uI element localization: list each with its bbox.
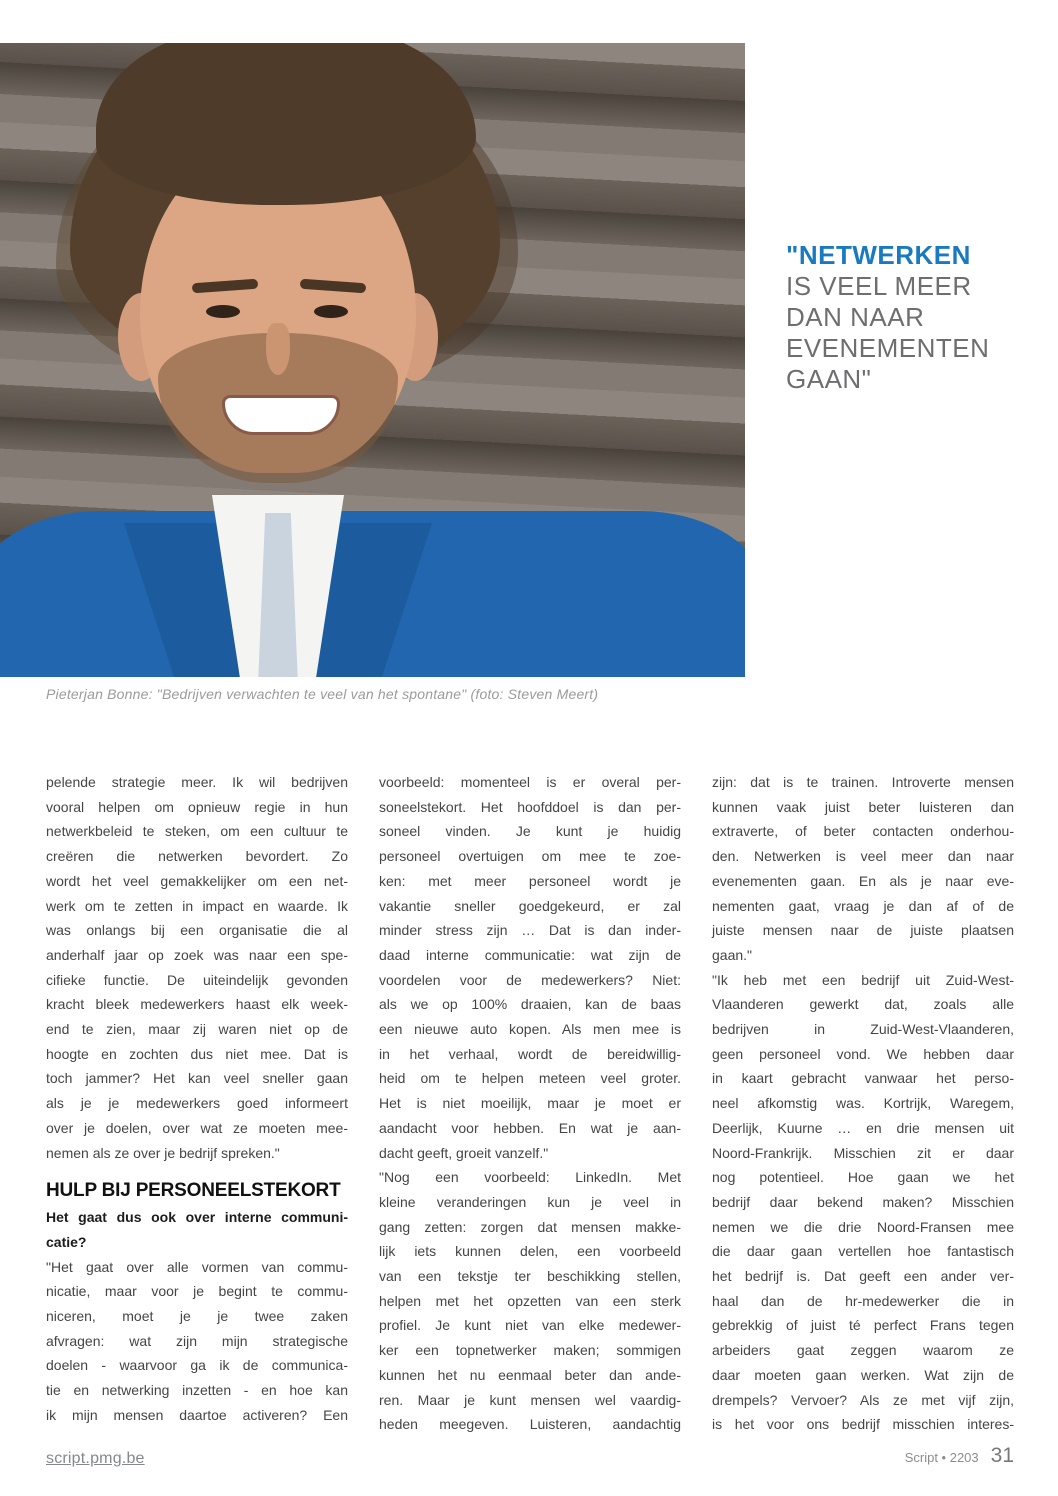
article-column-2 [379,770,681,1460]
issue-label: Script • 2203 [904,1450,979,1465]
pull-quote-highlight: "NETWERKEN [786,240,971,270]
article-columns [46,770,1014,1460]
article-paragraph: pelende strategie meer. Ik wil bedrijven vooral helpen om opnieuw regie in hun netwerkbeleid te steken, om een cultuur te creëren die netwerken bevordert. Zo wordt het veel gemakkelijker om een net- werk om te zetten in impact en waarde. Ik was onlangs bij een organisatie die al anderhalf jaar op zoek was naar een spe- cifieke functie. De uiteindelijk gevonden kracht bleek medewerkers haast elk week- end te zien, maar zij waren niet op de hoogte en zochten dus niet mee. Dat is toch jammer? Het kan veel sneller gaan als je je medewerkers goed informeert over je doelen, over wat ze moeten mee- nemen als ze over je bedrijf spreken." [46,774,348,1161]
article-paragraph: "Nog een voorbeeld: LinkedIn. Met kleine veranderingen kun je veel in gang zetten: zorgen dat mensen makke- lijk iets kunnen delen, een voorbeeld van een tekstje ter beschikking stellen, helpen met het opzetten van een sterk profiel. Je kunt niet van elke medewer- ker een topnetwerker maken; sommigen kunnen het nu eenmaal beter dan ande- ren. Maar je kunt mensen wel vaardig- heden meegeven. Luisteren, aandachtig [379,1169,681,1433]
footer-right [905,1444,1014,1468]
page-number: 31 [990,1444,1014,1467]
photo-caption: Pieterjan Bonne: "Bedrijven verwachten te veel van het spontane" (foto: Steven Meert) [46,686,599,702]
article-paragraph: "Het gaat over alle vormen van commu- nicatie, maar voor je begint te commu- niceren, moet je je twee zaken afvragen: wat zijn mijn strategische doelen - waarvoor ga ik de communica- tie en netwerking inzetten - en hoe kan ik mijn mensen daartoe activeren? Een [46,1258,348,1423]
article-paragraph: "Ik heb met een bedrijf uit Zuid-West- Vlaanderen gewerkt dat, zoals alle bedrijven in Zuid-West-Vlaanderen, geen personeel vond. We hebben daar in kaart gebracht vanwaar het perso- neel afkomstig was. Kortrijk, Waregem, Deerlijk, Kuurne … en drie mensen uit Noord-Frankrijk. Misschien zit er daar nog potentieel. Hoe gaan we het bedrijf daar bekend maken? Misschien nemen we die drie Noord-Fransen mee die daar gaan vertellen hoe fantastisch het bedrijf is. Dat geeft een ander ver- haal dan de hr-medewerker die in gebrekkig of juist té perfect Frans tegen arbeiders gaat zeggen waarom ze daar moeten gaan werken. Wat zijn de drempels? Vervoer? Als ze met vijf zijn, is het voor ons bedrijf misschien interes- [712,971,1014,1433]
article-paragraph: voorbeeld: momenteel is er overal per- soneelstekort. Het hoofddoel is dan per- soneel vinden. Je kunt je huidig personeel overtuigen om mee te zoe- ken: met meer personeel wordt je vakantie sneller goedgekeurd, er zal minder stress zijn … Dat is dan inder- daad interne communicatie: wat zijn de voordelen voor de medewerkers? Niet: als we op 100% draaien, kan de baas een nieuwe auto kopen. Als men mee is in het verhaal, wordt de bereidwillig- heid om te helpen meteen veel groter. Het is niet moeilijk, maar je moet er aandacht voor hebben. En wat je aan- dacht geeft, groeit vanzelf." [379,774,681,1161]
person-smile [222,395,340,435]
pull-quote-rest: IS VEEL MEER DAN NAAR EVENEMENTEN GAAN" [786,271,990,394]
person-eye-right [314,305,348,318]
article-paragraph: zijn: dat is te trainen. Introverte mensen kunnen vaak juist beter luisteren dan extraverte, of beter contacten onderhou- den. Netwerken is veel meer dan naar evenementen gaan. En als je naar eve- nementen gaat, vraag je dan af of de juiste mensen naar de juiste plaatsen gaan." [712,774,1014,963]
person-eye-left [206,305,240,318]
article-column-1 [46,770,348,1460]
article-column-3 [712,770,1014,1460]
interview-question: Het gaat dus ook over interne communi- catie? [46,1209,348,1250]
website-link[interactable]: script.pmg.be [46,1450,145,1467]
person-hair-front [96,43,476,205]
person-nose [266,323,290,375]
portrait-photo [0,43,745,677]
pull-quote [786,240,1024,395]
section-heading: HULP BIJ PERSONEELSTEKORT [46,1180,341,1202]
